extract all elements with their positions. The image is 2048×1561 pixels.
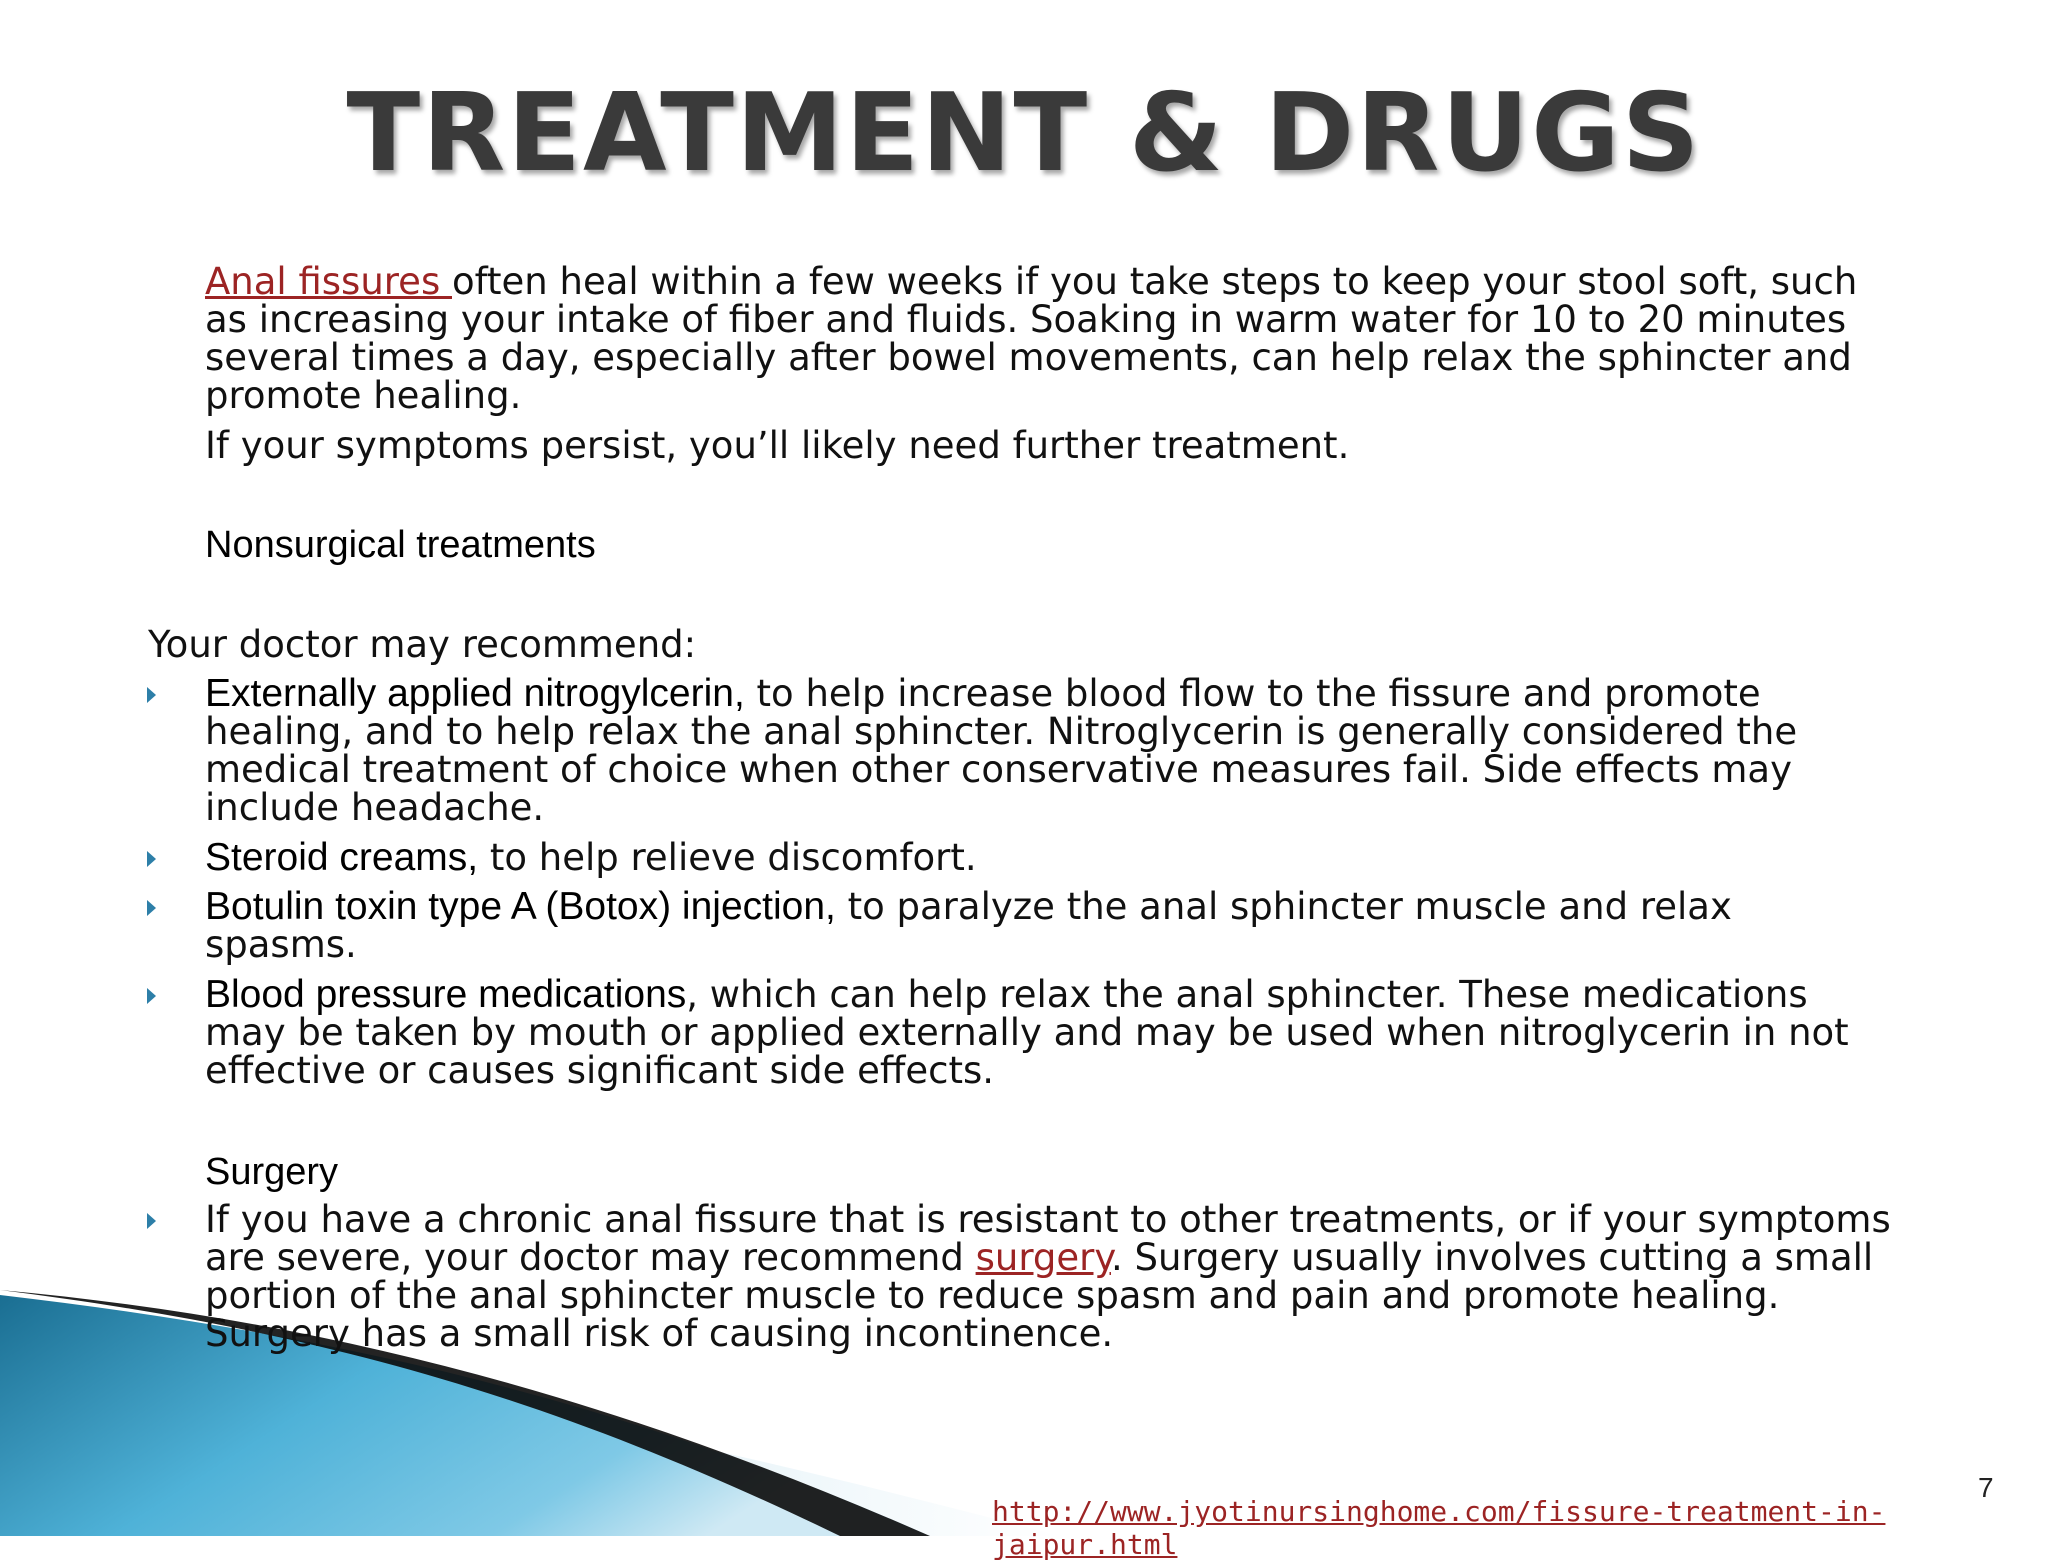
treatment-item-1-line-3: medical treatment of choice when other conservative measures fail. Side effects may <box>205 748 1792 791</box>
intro-line-1 <box>205 260 1858 303</box>
surgery-line-2 <box>205 1236 1874 1279</box>
footer-url-link[interactable]: http://www.jyotinursinghome.com/fissure-treatment-in-jaipur.html <box>992 1495 1886 1561</box>
treatment-item-4-text: , which can help relax the anal sphincter. These medications <box>686 973 1808 1016</box>
bullet-arrow-icon <box>147 988 156 1004</box>
recommend-intro: Your doctor may recommend: <box>148 623 697 666</box>
treatment-item-2 <box>205 836 977 879</box>
treatment-item-1-line-4: include headache. <box>205 786 545 829</box>
surgery-link[interactable]: surgery <box>975 1236 1111 1279</box>
treatment-item-1-line-1 <box>205 672 1761 715</box>
nonsurgical-heading: Nonsurgical treatments <box>205 524 596 566</box>
treatment-item-2-text: to help relieve discomfort. <box>478 836 977 879</box>
treatment-item-2-title: Steroid creams, <box>205 836 479 879</box>
surgery-line-4: Surgery has a small risk of causing incontinence. <box>205 1312 1114 1355</box>
bullet-arrow-icon <box>147 1213 156 1229</box>
treatment-item-3-line-2: spasms. <box>205 923 357 966</box>
page-number: 7 <box>1978 1472 1994 1503</box>
treatment-item-4-line-2: may be taken by mouth or applied externally and may be used when nitroglycerin in not <box>205 1011 1849 1054</box>
intro-line-1-text: often heal within a few weeks if you take steps to keep your stool soft, such <box>452 260 1858 303</box>
treatment-item-1-line-2: healing, and to help relax the anal sphincter. Nitroglycerin is generally considered the <box>205 710 1798 753</box>
bullet-arrow-icon <box>147 687 156 703</box>
anal-fissures-link[interactable]: Anal fissures <box>205 260 452 303</box>
surgery-heading: Surgery <box>205 1151 339 1193</box>
intro-line-2: as increasing your intake of fiber and fluids. Soaking in warm water for 10 to 20 minutes <box>205 298 1847 341</box>
treatment-item-1-text: to help increase blood flow to the fissure and promote <box>744 672 1761 715</box>
intro-line-4: promote healing. <box>205 374 522 417</box>
surgery-line-2-rest: . Surgery usually involves cutting a small <box>1110 1236 1874 1279</box>
bullet-arrow-icon <box>147 900 156 916</box>
treatment-item-3-line-1 <box>205 885 1732 928</box>
treatment-item-4-line-1 <box>205 973 1808 1016</box>
treatment-item-3-text: to paralyze the anal sphincter muscle and relax <box>835 885 1732 928</box>
treatment-item-4-line-3: effective or causes significant side effects. <box>205 1049 995 1092</box>
surgery-line-1: If you have a chronic anal fissure that is resistant to other treatments, or if your symptoms <box>205 1198 1891 1241</box>
intro-line-3: several times a day, especially after bowel movements, can help relax the sphincter and <box>205 336 1852 379</box>
treatment-item-1-title: Externally applied nitrogylcerin, <box>205 672 745 715</box>
persist-text: If your symptoms persist, you’ll likely need further treatment. <box>205 424 1350 467</box>
surgery-line-3: portion of the anal sphincter muscle to reduce spasm and pain and promote healing. <box>205 1274 1780 1317</box>
surgery-line-2-text: are severe, your doctor may recommend <box>205 1236 976 1279</box>
treatment-item-4-title: Blood pressure medications <box>205 973 687 1016</box>
bullet-arrow-icon <box>147 851 156 867</box>
slide-title: TREATMENT & DRUGS <box>346 71 1702 196</box>
treatment-item-3-title: Botulin toxin type A (Botox) injection, <box>205 885 836 928</box>
